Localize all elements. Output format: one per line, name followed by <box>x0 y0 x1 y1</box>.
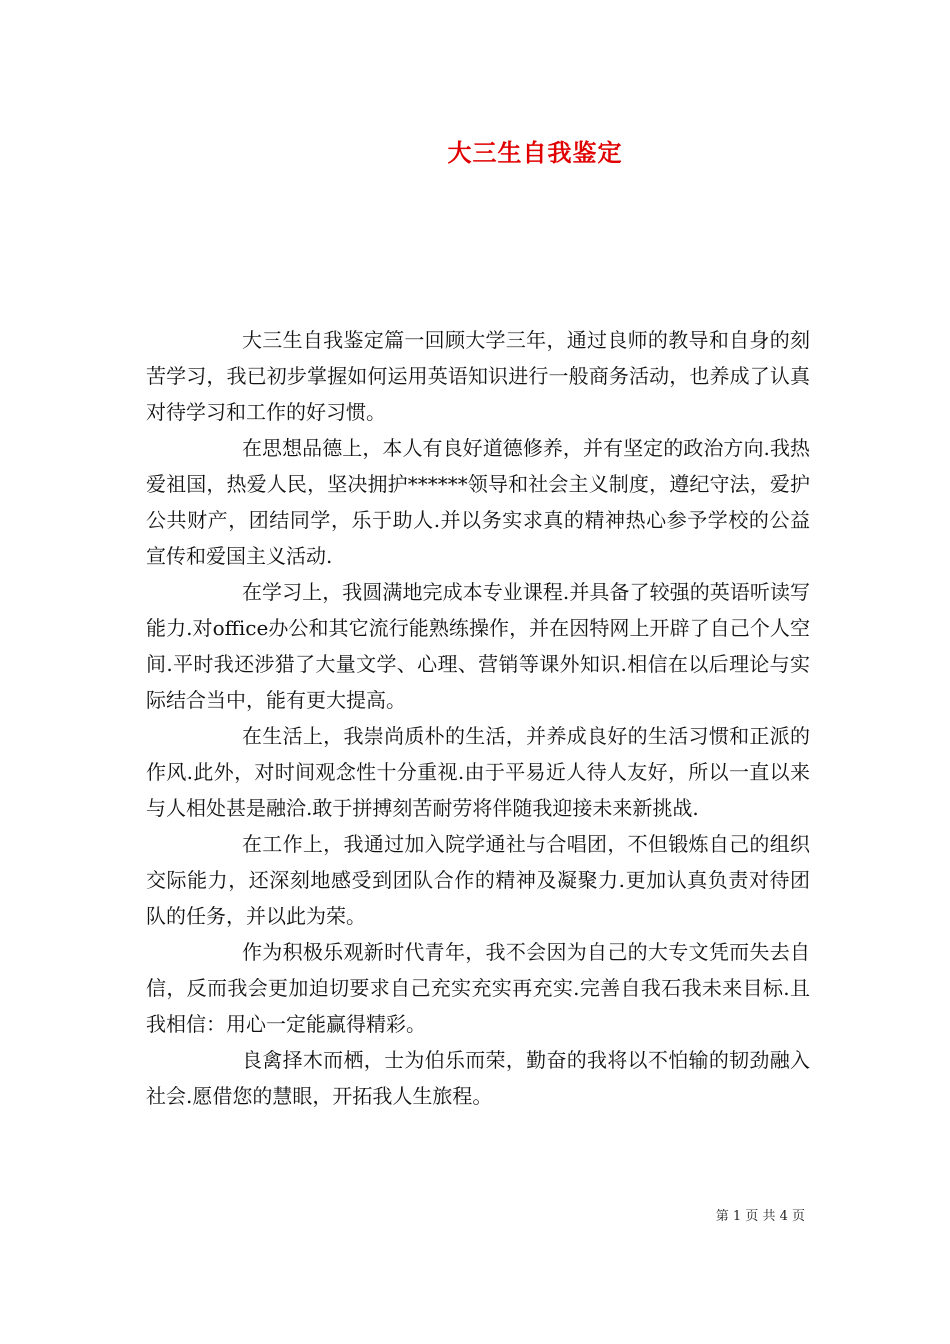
document-body <box>146 322 810 1114</box>
paragraph-life: 在生活上，我崇尚质朴的生活，并养成良好的生活习惯和正派的作风.此外，对时间观念性十分重视.由于平易近人待人友好，所以一直以来与人相处甚是融洽.敢于拼搏刻苦耐劳将伴随我迎接未来新挑战. <box>146 724 810 820</box>
paragraph-work: 在工作上，我通过加入院学通社与合唱团，不但锻炼自己的组织交际能力，还深刻地感受到团队合作的精神及凝聚力.更加认真负责对待团队的任务，并以此为荣。 <box>146 832 810 928</box>
paragraph-closing: 良禽择木而栖，士为伯乐而荣，勤奋的我将以不怕输的韧劲融入社会.愿借您的慧眼，开拓我人生旅程。 <box>146 1048 810 1108</box>
paragraph-study: 在学习上，我圆满地完成本专业课程.并具备了较强的英语听读写能力.对office办公和其它流行能熟练操作，并在因特网上开辟了自己个人空间.平时我还涉猎了大量文学、心理、营销等课外知识.相信在以后理论与实际结合当中，能有更大提高。 <box>146 580 810 712</box>
paragraph-confidence: 作为积极乐观新时代青年，我不会因为自己的大专文凭而失去自信，反而我会更加迫切要求自己充实充实再充实.完善自我石我未来目标.且我相信：用心一定能赢得精彩。 <box>146 940 810 1036</box>
page-number-footer: 第 1 页 共 4 页 <box>715 1209 805 1224</box>
document-title: 大三生自我鉴定 <box>447 139 623 167</box>
paragraph-morality: 在思想品德上，本人有良好道德修养，并有坚定的政治方向.我热爱祖国，热爱人民，坚决拥护******领导和社会主义制度，遵纪守法，爱护公共财产，团结同学，乐于助人.并以务实求真的精神热心参予学校的公益宣传和爱国主义活动. <box>146 436 810 568</box>
paragraph-intro: 大三生自我鉴定篇一回顾大学三年，通过良师的教导和自身的刻苦学习，我已初步掌握如何运用英语知识进行一般商务活动，也养成了认真对待学习和工作的好习惯。 <box>146 328 810 424</box>
